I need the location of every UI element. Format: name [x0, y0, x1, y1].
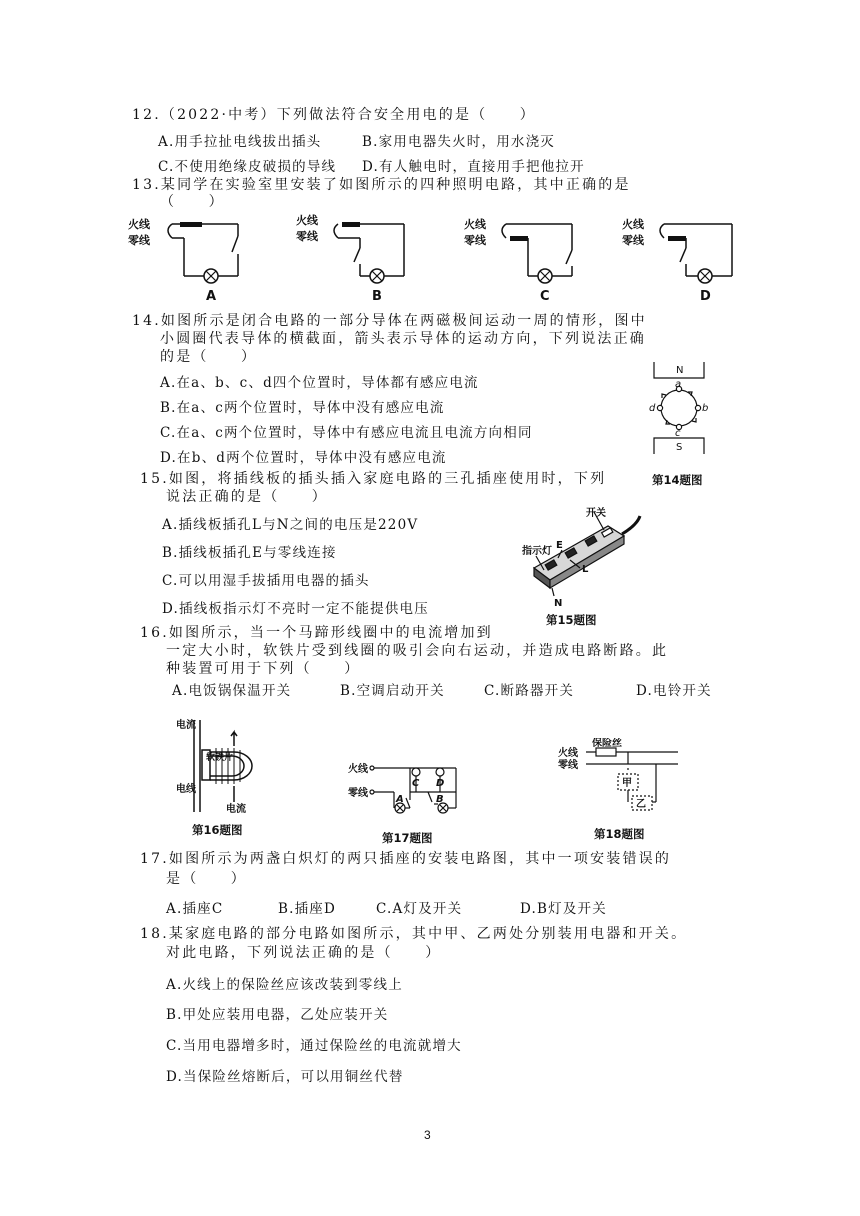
q16-stem-2: 一定大小时，软铁片受到线圈的吸引会向右运动，并造成电路断路。此	[166, 643, 669, 659]
q14-stem-1: 14.如图所示是闭合电路的一部分导体在两磁极间运动一周的情形，图中	[132, 313, 647, 329]
q16-option-c: C.断路器开关	[484, 683, 575, 699]
q13-label-a: A	[206, 289, 217, 304]
q14-option-a: A.在a、b、c、d四个位置时，导体都有感应电流	[160, 375, 479, 391]
q18-jia-label: 甲	[622, 778, 632, 789]
q18-option-c: C.当用电器增多时，通过保险丝的电流就增大	[166, 1038, 462, 1054]
q18-yi-label: 乙	[636, 799, 646, 810]
q14-stem-2: 小圆圈代表导体的横截面，箭头表示导体的运动方向，下列说法正确	[160, 331, 646, 347]
q14-north-label: N	[676, 365, 684, 376]
q16-current-label: 电流	[226, 804, 246, 815]
q13-d-neutral-label: 零线	[622, 234, 644, 247]
q13-circuit-a	[128, 217, 238, 304]
q14-option-c: C.在a、c两个位置时，导体中有感应电流且电流方向相同	[160, 425, 533, 441]
q17-live-label: 火线	[348, 764, 368, 775]
q13-a-neutral-label: 零线	[128, 234, 150, 247]
q17-stem-2: 是（ ）	[166, 871, 247, 887]
q12-stem: 12.（2022·中考）下列做法符合安全用电的是（ ）	[132, 107, 536, 123]
q13-c-neutral-label: 零线	[464, 234, 486, 247]
q15-stem-2: 说法正确的是（ ）	[166, 489, 328, 505]
q16-option-d: D.电铃开关	[636, 683, 712, 699]
q17-neutral-label: 零线	[348, 788, 368, 799]
q14-point-b: b	[702, 403, 709, 414]
q16-option-a: A.电饭锅保温开关	[172, 683, 292, 699]
q17-option-b: B.插座D	[278, 901, 337, 917]
q14-point-d: d	[649, 403, 656, 414]
q18-caption: 第18题图	[594, 827, 645, 841]
q13-figure	[126, 210, 736, 306]
q16-caption: 第16题图	[192, 823, 243, 837]
q17-label-b: B	[436, 794, 444, 805]
q18-live-label: 火线	[558, 748, 578, 759]
q13-circuit-d	[622, 217, 732, 304]
q13-circuit-b	[296, 213, 404, 304]
q14-south-label: S	[676, 442, 683, 453]
q15-option-d: D.插线板指示灯不亮时一定不能提供电压	[162, 601, 429, 617]
q15-caption: 第15题图	[546, 613, 597, 627]
q14-option-b: B.在a、c两个位置时，导体中没有感应电流	[160, 400, 445, 416]
q15-e-label: E	[556, 540, 563, 551]
q13-blank: （ ）	[160, 194, 225, 210]
q15-n-label: N	[554, 598, 563, 608]
q12-option-b: B.家用电器失火时，用水浇灭	[362, 134, 556, 150]
q12-option-c: C.不使用绝缘皮破损的导线	[158, 159, 337, 175]
q16-stem-1: 16.如图所示，当一个马蹄形线圈中的电流增加到	[140, 625, 493, 641]
q16-figure	[170, 716, 280, 816]
q13-label-c: C	[540, 289, 550, 304]
q17-label-a: A	[396, 794, 404, 805]
q13-circuit-c	[464, 217, 572, 304]
q13-a-live-label: 火线	[128, 218, 150, 231]
q15-figure	[522, 504, 642, 608]
q18-option-a: A.火线上的保险丝应该改装到零线上	[166, 977, 403, 993]
q17-label-c: C	[412, 778, 420, 789]
q13-stem: 13.某同学在实验室里安装了如图所示的四种照明电路，其中正确的是	[132, 177, 631, 193]
q12-option-a: A.用手拉扯电线拔出插头	[158, 134, 322, 150]
q17-caption: 第17题图	[382, 831, 433, 845]
q18-option-d: D.当保险丝熔断后，可以用铜丝代替	[166, 1069, 404, 1085]
q15-indicator-label: 指示灯	[522, 546, 552, 557]
q15-option-a: A.插线板插孔L与N之间的电压是220V	[162, 517, 419, 533]
page-number: 3	[424, 1128, 431, 1142]
q13-b-neutral-label: 零线	[296, 230, 318, 243]
q15-switch-label: 开关	[586, 508, 606, 519]
q17-label-d: D	[436, 778, 445, 789]
q14-stem-3: 的是（ ）	[160, 349, 258, 365]
q16-option-b: B.空调启动开关	[340, 683, 445, 699]
q14-figure	[644, 360, 714, 456]
q18-option-b: B.甲处应装用电器，乙处应装开关	[166, 1007, 389, 1023]
q17-stem-1: 17.如图所示为两盏白炽灯的两只插座的安装电路图，其中一项安装错误的	[140, 851, 672, 867]
q17-figure	[346, 756, 472, 820]
q16-soft-iron-label: 软铁片	[206, 753, 234, 763]
q16-stem-3: 种装置可用于下列（ ）	[166, 661, 361, 677]
q18-stem-2: 对此电路，下列说法正确的是（ ）	[166, 945, 442, 961]
q14-caption: 第14题图	[652, 473, 703, 487]
q17-option-d: D.B灯及开关	[520, 901, 607, 917]
q18-stem-1: 18.某家庭电路的部分电路如图所示，其中甲、乙两处分别装用电器和开关。	[140, 926, 688, 942]
q15-option-c: C.可以用湿手拔插用电器的插头	[162, 573, 370, 589]
q15-stem-1: 15.如图，将插线板的插头插入家庭电路的三孔插座使用时，下列	[140, 471, 607, 487]
q16-wire-bottom-label: 电线	[176, 784, 196, 795]
q14-option-d: D.在b、d两个位置时，导体中没有感应电流	[160, 450, 447, 466]
q13-label-b: B	[372, 289, 382, 304]
q14-point-a: a	[675, 379, 682, 390]
q12-option-d: D.有人触电时，直接用手把他拉开	[362, 159, 585, 175]
q15-l-label: L	[582, 564, 589, 575]
q13-d-live-label: 火线	[622, 218, 644, 231]
q17-option-c: C.A灯及开关	[376, 901, 463, 917]
q18-fuse-label: 保险丝	[592, 738, 622, 749]
q17-option-a: A.插座C	[166, 901, 224, 917]
q18-neutral-label: 零线	[558, 760, 578, 771]
q13-b-live-label: 火线	[296, 214, 318, 227]
q14-point-c: c	[675, 428, 681, 439]
q15-option-b: B.插线板插孔E与零线连接	[162, 545, 337, 561]
q16-wire-top-label: 电流	[176, 720, 196, 731]
q18-figure	[556, 738, 682, 816]
q13-c-live-label: 火线	[464, 218, 486, 231]
q13-label-d: D	[700, 289, 711, 304]
